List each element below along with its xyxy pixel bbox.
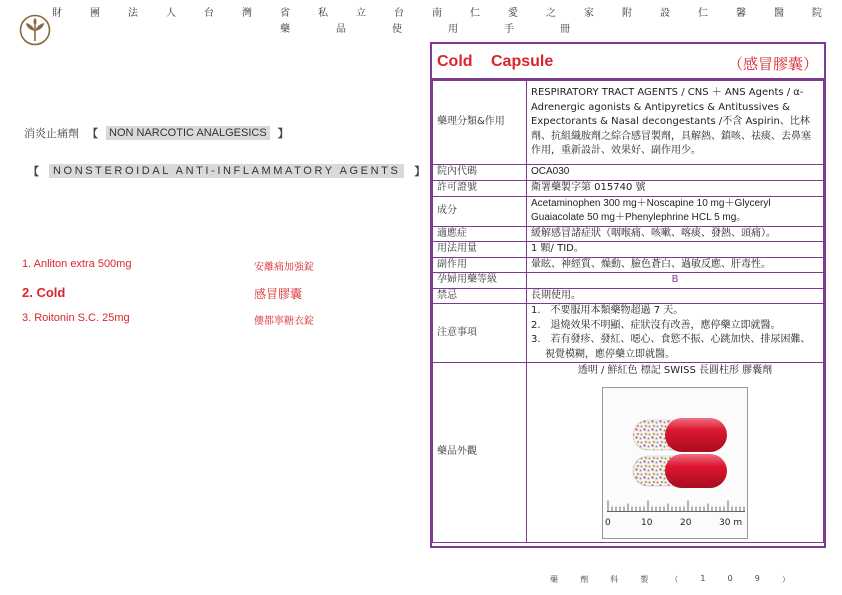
row-label: 孕婦用藥等級 [433,273,527,289]
drug-list-item[interactable] [22,258,352,285]
header-char: 立 [356,8,366,19]
category-name: NON NARCOTIC ANALGESICS [106,126,270,140]
capsule-image [603,388,749,498]
precaution-item: 2. 退燒效果不明顯、症狀沒有改善，應停藥立即就醫。 [531,319,781,331]
header-char: 私 [318,8,328,19]
header-char: 法 [128,8,138,19]
row-value: 緩解感冒諸症狀（咽喉痛、咳嗽、喀痰、發熱、頭痛）。 [527,226,824,242]
row-value: OCA030 [527,165,824,181]
row-label: 注意事項 [433,304,527,363]
header-char: 人 [166,8,176,19]
header-char: 藥 [550,575,558,584]
header-char: 家 [584,8,594,19]
row-ingredients [433,196,824,226]
row-value: 暈眩、神經質、燥動、臉色蒼白、過敏反應、肝毒性。 [527,257,824,273]
appearance-caption: 透明 / 鮮紅色 標記 SWISS 長圓柱形 膠囊劑 [577,365,773,376]
header-char: 製 [640,575,649,584]
row-label: 許可證號 [433,181,527,197]
row-label: 禁忌 [433,288,527,304]
row-license [433,181,824,197]
card-title [432,44,824,80]
subcategory-line [28,163,425,179]
row-label: 用法用量 [433,242,527,258]
drug-name[interactable]: 2. Cold [22,285,66,300]
header-char: 用 [448,24,458,35]
category-label: 消炎止痛劑 [24,127,79,140]
header-char: 愛 [508,8,518,19]
header-char: 馨 [736,8,746,19]
header-char: 9 [754,574,760,583]
row-label: 院內代碼 [433,165,527,181]
bracket-close: 】 [277,127,289,140]
row-pharm-class [433,81,824,165]
ruler-scale [607,500,745,512]
hospital-name [52,4,822,19]
header-char: 財 [52,8,62,19]
header-char: 手 [504,24,514,35]
header-char: 仁 [698,8,708,19]
row-label: 適應症 [433,226,527,242]
row-appearance [433,363,824,543]
bracket-open: 【 [87,127,98,140]
header-char: 院 [812,8,822,19]
precaution-item: 1. 不要服用本類藥物超過 7 天。 [531,305,684,316]
drug-name-zh: 感冒膠囊 [254,287,303,301]
ruler-label: 0 [605,517,611,528]
row-value [527,304,824,363]
drug-list [22,258,352,339]
handbook-title [280,20,570,35]
row-label: 藥理分類&作用 [433,81,527,165]
header-char: ） [781,575,790,584]
ruler-label: 20 [680,517,692,528]
row-pregnancy [433,273,824,289]
header-char: 仁 [470,8,480,19]
row-indications [433,226,824,242]
header-char: 南 [432,8,442,19]
row-contraindications [433,288,824,304]
drug-name-zh: 僂都寧糖衣錠 [254,316,314,327]
header-char: 團 [90,8,100,19]
header-char: 附 [622,8,632,19]
header-char: 灣 [242,8,252,19]
row-value: 1 顆/ TID。 [527,242,824,258]
page-footer [550,574,790,585]
hospital-logo [19,14,51,46]
bracket-open: 【 [28,165,39,178]
header-char: 醫 [774,8,784,19]
header-char: 劑 [580,575,589,584]
row-label: 成分 [433,196,527,226]
row-side-effects [433,257,824,273]
drug-info-table [432,80,824,543]
drug-list-item-current[interactable] [22,285,352,312]
bracket-close: 】 [414,165,426,178]
row-precautions [433,304,824,363]
header-char: 冊 [560,24,570,35]
header-char: 科 [610,575,619,584]
capsule-photo [602,387,748,539]
drug-name[interactable]: 3. Roitonin S.C. 25mg [22,312,130,324]
header-char: 1 [700,574,706,583]
drug-name[interactable]: 1. Anliton extra 500mg [22,258,132,270]
header-char: 0 [727,574,733,583]
row-code [433,165,824,181]
header-char: 使 [392,24,402,35]
header-char: 藥 [280,24,290,35]
header-char: 台 [394,8,404,19]
header-char: 台 [204,8,214,19]
pregnancy-category: B [527,273,824,289]
row-label: 副作用 [433,257,527,273]
row-value: 長期使用。 [527,288,824,304]
row-label: 藥品外觀 [433,363,527,543]
ruler-label: 10 [641,517,653,528]
header-char: 品 [336,24,346,35]
subcategory-name: NONSTEROIDAL ANTI-INFLAMMATORY AGENTS [49,164,404,178]
ruler-label: 30 m [719,517,743,528]
header-char: 之 [546,8,556,19]
drug-list-item[interactable] [22,312,352,339]
row-dosage [433,242,824,258]
precaution-list [531,304,819,362]
row-value: 衛署藥製字第 015740 號 [527,181,824,197]
header-char: 省 [280,8,290,19]
category-line [24,125,297,141]
row-value: RESPIRATORY TRACT AGENTS / CNS ＋ ANS Agents / α-Adrenergic agonists & Antipyretics & Antitussives & Expectorants & Nasal decongestants /不含 Aspirin、比林劑、抗組織胺劑之綜合感冒製劑，具解熱、鎮咳、祛痰、去鼻塞作用，重新設計、效果好、副作用少。 [527,81,824,165]
header-char: 設 [660,8,670,19]
header-char: （ [670,575,679,584]
row-value [527,363,824,543]
drug-title-zh: （感冒膠囊） [727,55,818,73]
drug-name-zh: 安離痛加強錠 [254,262,314,273]
row-value: Acetaminophen 300 mg＋Noscapine 10 mg＋Glyceryl Guaiacolate 50 mg＋Phenylephrine HCL 5 mg。 [527,196,824,226]
drug-info-card [430,42,826,548]
precaution-item: 3. 若有發疹、發紅、噁心、食慾不振、心跳加快、排尿困難、視覺模糊，應停藥立即就醫。 [531,334,811,360]
drug-title-en: Cold Capsule [437,53,554,70]
